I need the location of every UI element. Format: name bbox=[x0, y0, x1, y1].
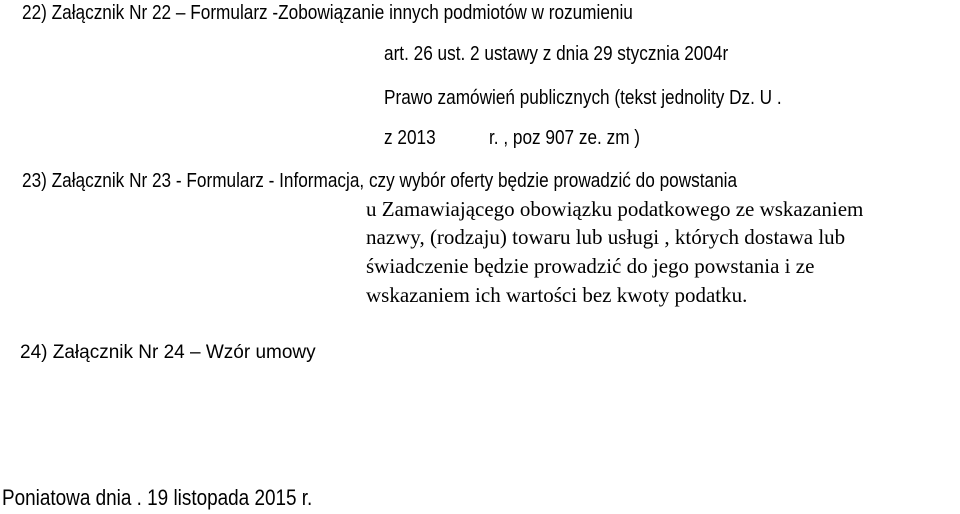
item-22-continuation-line-1: art. 26 ust. 2 ustawy z dnia 29 stycznia 2004r bbox=[384, 43, 729, 65]
item-22-continuation-line-3a: z 2013 bbox=[384, 127, 436, 149]
item-23-body-line-4: wskazaniem ich wartości bez kwoty podatku. bbox=[366, 283, 748, 307]
item-23-body-line-2: nazwy, (rodzaju) towaru lub usługi , których dostawa lub bbox=[366, 225, 846, 249]
item-23-heading: 23) Załącznik Nr 23 - Formularz - Informacja, czy wybór oferty będzie prowadzić do powstania bbox=[22, 170, 738, 192]
place-and-date: Poniatowa dnia . 19 listopada 2015 r. bbox=[2, 485, 313, 510]
item-24-heading: 24) Załącznik Nr 24 – Wzór umowy bbox=[20, 342, 316, 363]
item-23-body-line-3: świadczenie będzie prowadzić do jego powstania i ze bbox=[366, 254, 815, 278]
item-23-body-line-1: u Zamawiającego obowiązku podatkowego ze wskazaniem bbox=[366, 197, 864, 221]
item-22-continuation-line-2: Prawo zamówień publicznych (tekst jednolity Dz. U . bbox=[384, 87, 782, 109]
item-22-heading: 22) Załącznik Nr 22 – Formularz -Zobowiązanie innych podmiotów w rozumieniu bbox=[22, 2, 633, 24]
item-22-continuation-line-3b: r. , poz 907 ze. zm ) bbox=[489, 127, 641, 149]
